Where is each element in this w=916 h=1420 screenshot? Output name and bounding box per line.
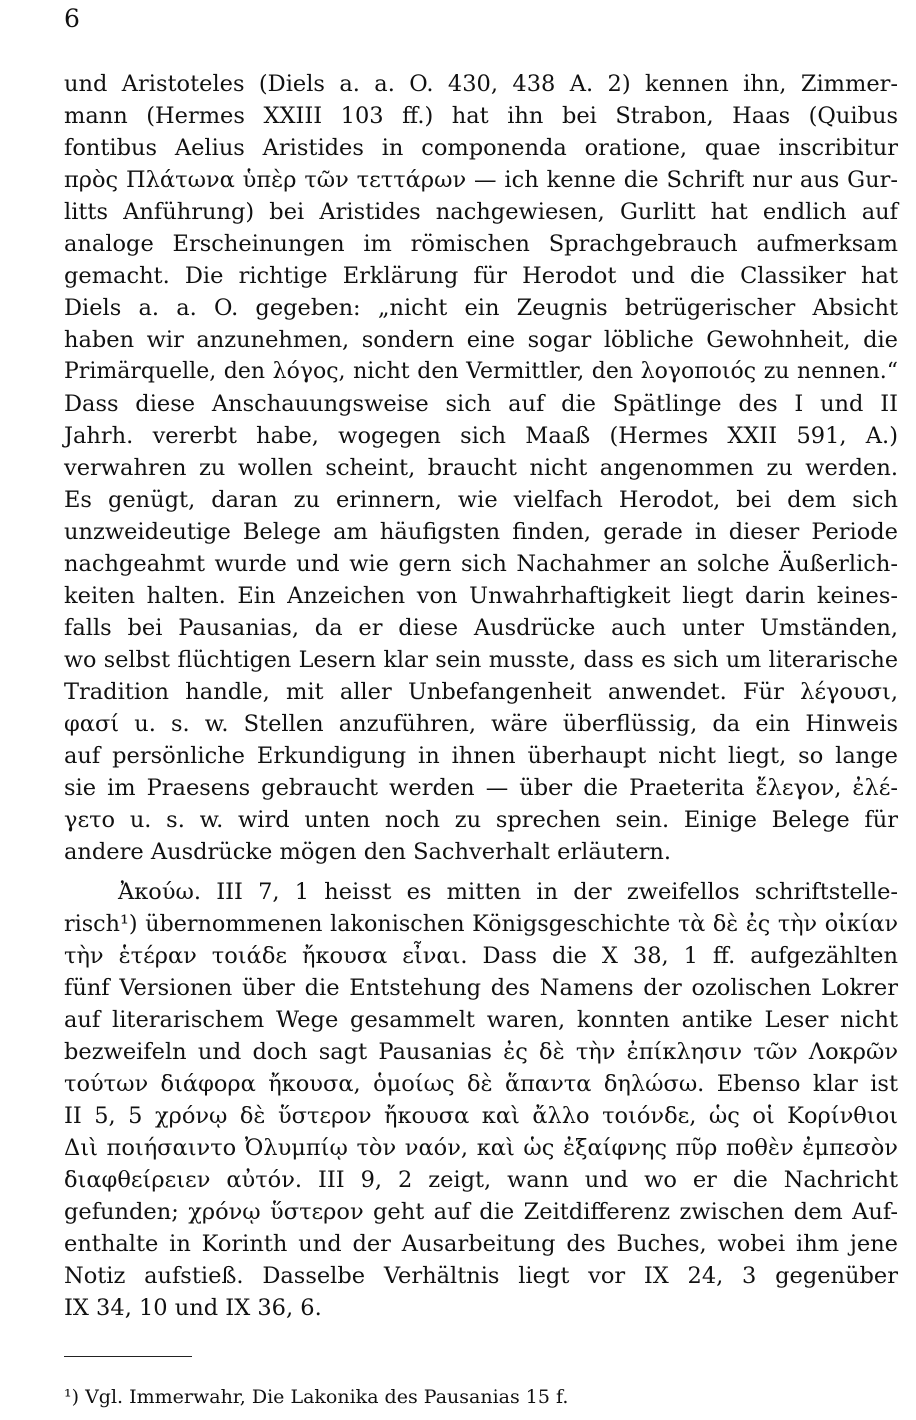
text-line: unzweideutige Belege am häufigsten finden, gerade in dieser Periode bbox=[64, 519, 898, 545]
text-line: Diels a. a. O. gegeben: „nicht ein Zeugnis betrügerischer Absicht bbox=[64, 295, 898, 321]
text-line: auf persönliche Erkundigung in ihnen überhaupt nicht liegt, so lange bbox=[64, 743, 898, 769]
text-line: fontibus Aelius Aristides in componenda oratione, quae inscribitur bbox=[64, 135, 898, 161]
text-line: keiten halten. Ein Anzeichen von Unwahrhaftigkeit liegt darin keines- bbox=[64, 583, 898, 609]
text-line: τὴν ἑτέραν τοιάδε ἤκουσα εἶναι. Dass die X 38, 1 ff. aufgezählten bbox=[64, 943, 898, 969]
text-line: γετο u. s. w. wird unten noch zu sprechen sein. Einige Belege für bbox=[64, 807, 898, 833]
text-line: Jahrh. vererbt habe, wogegen sich Maaß (Hermes XXII 591, A.) bbox=[64, 423, 898, 449]
text-line: litts Anführung) bei Aristides nachgewiesen, Gurlitt hat endlich auf bbox=[64, 199, 898, 225]
text-line: gemacht. Die richtige Erklärung für Herodot und die Classiker hat bbox=[64, 263, 898, 289]
text-line: nachgeahmt wurde und wie gern sich Nachahmer an solche Äußerlich- bbox=[64, 551, 898, 577]
text-line: fünf Versionen über die Entstehung des Namens der ozolischen Lokrer bbox=[64, 975, 898, 1001]
text-line: πρὸς Πλάτωνα ὑπὲρ τῶν τεττάρων — ich kenne die Schrift nur aus Gur- bbox=[64, 167, 898, 193]
text-line: gefunden; χρόνῳ ὕστερον geht auf die Zeitdifferenz zwischen dem Auf- bbox=[64, 1199, 898, 1225]
text-line: Dass diese Anschauungsweise sich auf die Spätlinge des I und II bbox=[64, 391, 898, 417]
text-line: und Aristoteles (Diels a. a. O. 430, 438 A. 2) kennen ihn, Zimmer- bbox=[64, 71, 898, 97]
text-line: mann (Hermes XXIII 103 ff.) hat ihn bei Strabon, Haas (Quibus bbox=[64, 103, 898, 129]
text-line: Διὶ ποιήσαιντο Ὀλυμπίῳ τὸν ναόν, καὶ ὡς ἐξαίφνης πῦρ ποθὲν ἐμπεσὸν bbox=[64, 1135, 898, 1161]
page-number: 6 bbox=[64, 4, 80, 33]
text-line: φασί u. s. w. Stellen anzuführen, wäre überflüssig, da ein Hinweis bbox=[64, 711, 898, 737]
text-line: enthalte in Korinth und der Ausarbeitung des Buches, wobei ihm jene bbox=[64, 1231, 898, 1257]
text-line: verwahren zu wollen scheint, braucht nicht angenommen zu werden. bbox=[64, 455, 898, 481]
text-line: falls bei Pausanias, da er diese Ausdrücke auch unter Umständen, bbox=[64, 615, 898, 641]
text-line: Ἀκούω. III 7, 1 heisst es mitten in der zweifellos schriftstelle- bbox=[118, 879, 898, 905]
text-line: τούτων διάφορα ἤκουσα, ὁμοίως δὲ ἅπαντα δηλώσω. Ebenso klar ist bbox=[64, 1071, 898, 1097]
text-line: Primärquelle, den λόγος, nicht den Vermittler, den λογοποιός zu nennen.“ bbox=[64, 359, 898, 384]
footnote: ¹) Vgl. Immerwahr, Die Lakonika des Pausanias 15 f. bbox=[64, 1386, 569, 1408]
text-line: IX 34, 10 und IX 36, 6. bbox=[64, 1295, 322, 1321]
text-line: andere Ausdrücke mögen den Sachverhalt erläutern. bbox=[64, 839, 672, 865]
text-line: auf literarischem Wege gesammelt waren, konnten antike Leser nicht bbox=[64, 1007, 898, 1033]
text-line: wo selbst flüchtigen Lesern klar sein musste, dass es sich um literarische bbox=[64, 647, 898, 673]
text-line: II 5, 5 χρόνῳ δὲ ὕστερον ἤκουσα καὶ ἄλλο τοιόνδε, ὡς οἱ Κορίνθιοι bbox=[64, 1103, 898, 1129]
text-line: Es genügt, daran zu erinnern, wie vielfach Herodot, bei dem sich bbox=[64, 487, 898, 513]
paragraph-1 bbox=[64, 68, 898, 868]
text-line: risch¹) übernommenen lakonischen Königsgeschichte τὰ δὲ ἐς τὴν οἰκίαν bbox=[64, 911, 898, 937]
text-line: bezweifeln und doch sagt Pausanias ἐς δὲ τὴν ἐπίκλησιν τῶν Λοκρῶν bbox=[64, 1039, 898, 1065]
footnote-divider bbox=[64, 1356, 192, 1357]
paragraph-2 bbox=[64, 876, 898, 1324]
text-line: analoge Erscheinungen im römischen Sprachgebrauch aufmerksam bbox=[64, 231, 898, 257]
text-line: διαφθείρειεν αὐτόν. III 9, 2 zeigt, wann und wo er die Nachricht bbox=[64, 1167, 898, 1193]
text-line: sie im Praesens gebraucht werden — über die Praeterita ἔλεγον, ἐλέ- bbox=[64, 775, 898, 801]
text-line: Notiz aufstieß. Dasselbe Verhältnis liegt vor IX 24, 3 gegenüber bbox=[64, 1263, 898, 1289]
text-line: Tradition handle, mit aller Unbefangenheit anwendet. Für λέγουσι, bbox=[64, 679, 898, 705]
text-line: haben wir anzunehmen, sondern eine sogar löbliche Gewohnheit, die bbox=[64, 327, 898, 353]
